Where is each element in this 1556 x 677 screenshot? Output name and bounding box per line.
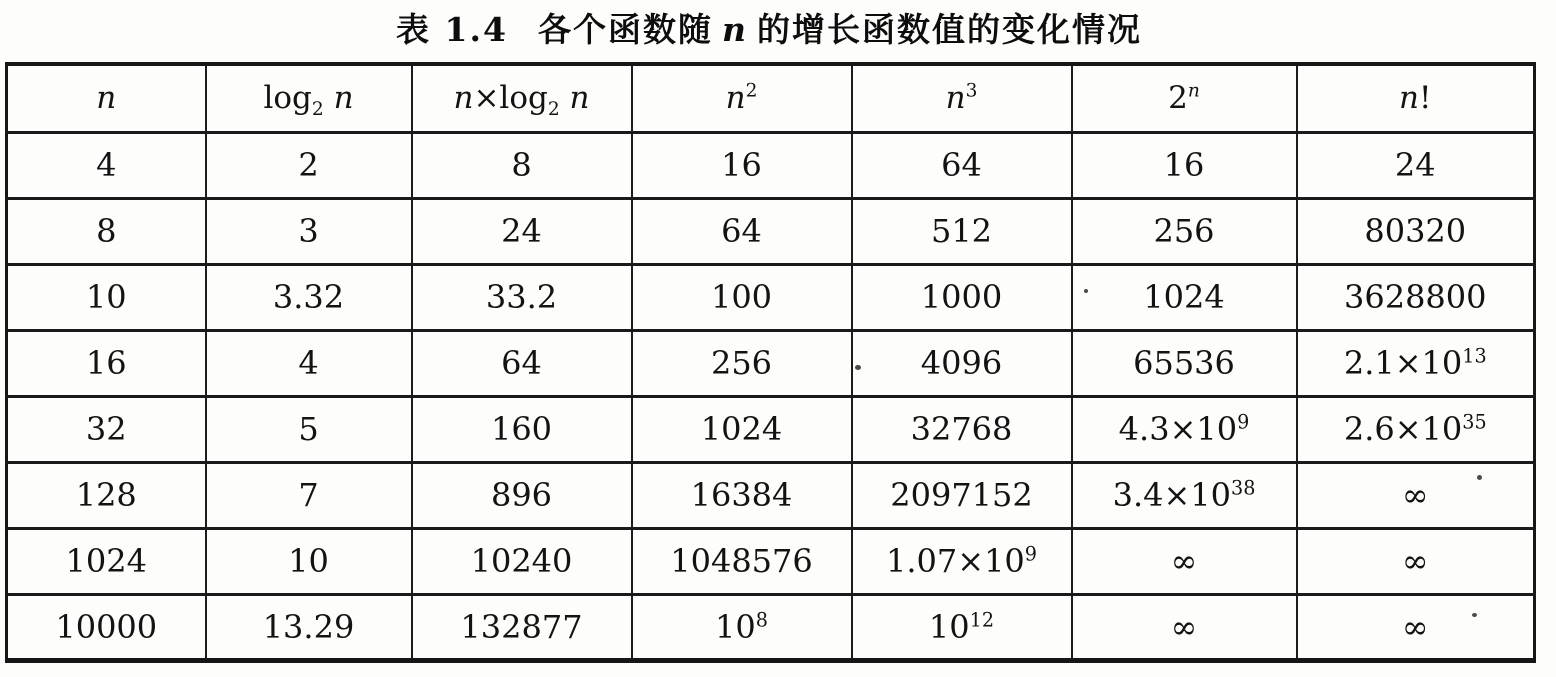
table-row bbox=[7, 264, 1535, 330]
cell: 10 bbox=[7, 264, 206, 330]
cell: 32 bbox=[7, 396, 206, 462]
cell: 80320 bbox=[1297, 198, 1535, 264]
cell: 3 bbox=[206, 198, 412, 264]
column-header-6: n! bbox=[1297, 64, 1535, 132]
cell: 65536 bbox=[1072, 330, 1297, 396]
cell: 16 bbox=[7, 330, 206, 396]
cell: 2 bbox=[206, 132, 412, 198]
scan-artifact-dot bbox=[1084, 289, 1088, 293]
scan-artifact-dot bbox=[1477, 475, 1482, 480]
cell: 256 bbox=[1072, 198, 1297, 264]
cell: 128 bbox=[7, 462, 206, 528]
cell: 1024 bbox=[7, 528, 206, 594]
column-header-1: $\log_2 n$ bbox=[206, 64, 412, 132]
cell: 10240 bbox=[412, 528, 632, 594]
cell: 7 bbox=[206, 462, 412, 528]
column-header-4: $n^3$ bbox=[852, 64, 1072, 132]
cell: 64 bbox=[412, 330, 632, 396]
table-row bbox=[7, 198, 1535, 264]
header-row bbox=[7, 64, 1535, 132]
scan-artifact-dot bbox=[1472, 613, 1477, 617]
cell: 32768 bbox=[852, 396, 1072, 462]
cell: 5 bbox=[206, 396, 412, 462]
caption-text-pre: 各个函数随 bbox=[537, 11, 713, 48]
column-header-0: n bbox=[7, 64, 206, 132]
cell: ∞ bbox=[1297, 528, 1535, 594]
cell: 2097152 bbox=[852, 462, 1072, 528]
cell: 24 bbox=[1297, 132, 1535, 198]
cell: $4.3\times 10^9$ bbox=[1072, 396, 1297, 462]
cell: 13.29 bbox=[206, 594, 412, 660]
cell: 3628800 bbox=[1297, 264, 1535, 330]
cell: 160 bbox=[412, 396, 632, 462]
cell: $3.4\times 10^{38}$ bbox=[1072, 462, 1297, 528]
table-row bbox=[7, 528, 1535, 594]
cell: 896 bbox=[412, 462, 632, 528]
cell: 16 bbox=[632, 132, 852, 198]
caption-text-post: 的增长函数值的变化情况 bbox=[756, 11, 1142, 48]
cell: 3.32 bbox=[206, 264, 412, 330]
cell: ∞ bbox=[1297, 594, 1535, 660]
cell: $10^8$ bbox=[632, 594, 852, 660]
cell: 100 bbox=[632, 264, 852, 330]
table-row bbox=[7, 396, 1535, 462]
cell: 8 bbox=[7, 198, 206, 264]
function-growth-table bbox=[5, 62, 1536, 663]
cell: 33.2 bbox=[412, 264, 632, 330]
cell: 10 bbox=[206, 528, 412, 594]
cell: ∞ bbox=[1072, 594, 1297, 660]
cell: ∞ bbox=[1072, 528, 1297, 594]
cell: 1000 bbox=[852, 264, 1072, 330]
cell: 10000 bbox=[7, 594, 206, 660]
cell: 16384 bbox=[632, 462, 852, 528]
cell: 1024 bbox=[1072, 264, 1297, 330]
cell: ∞ bbox=[1297, 462, 1535, 528]
cell: 4 bbox=[7, 132, 206, 198]
table-row bbox=[7, 330, 1535, 396]
cell: 64 bbox=[632, 198, 852, 264]
cell: $10^{12}$ bbox=[852, 594, 1072, 660]
cell: 132877 bbox=[412, 594, 632, 660]
table-row bbox=[7, 594, 1535, 660]
scan-artifact-dot bbox=[855, 365, 861, 370]
column-header-5: 2$^n$ bbox=[1072, 64, 1297, 132]
cell: 8 bbox=[412, 132, 632, 198]
cell: 1024 bbox=[632, 396, 852, 462]
cell: 1048576 bbox=[632, 528, 852, 594]
cell: $2.6\times 10^{35}$ bbox=[1297, 396, 1535, 462]
cell: 256 bbox=[632, 330, 852, 396]
cell: $1.07\times 10^9$ bbox=[852, 528, 1072, 594]
cell: $2.1\times 10^{13}$ bbox=[1297, 330, 1535, 396]
caption-table-number: 表 1.4 bbox=[396, 10, 508, 49]
table-row bbox=[7, 132, 1535, 198]
column-header-2: $n\times\log_2$ n bbox=[412, 64, 632, 132]
column-header-3: $n^2$ bbox=[632, 64, 852, 132]
cell: 24 bbox=[412, 198, 632, 264]
cell: 512 bbox=[852, 198, 1072, 264]
cell: 4096 bbox=[852, 330, 1072, 396]
cell: 4 bbox=[206, 330, 412, 396]
cell: 64 bbox=[852, 132, 1072, 198]
table-body bbox=[7, 132, 1535, 660]
table-caption bbox=[5, 4, 1533, 56]
table-row bbox=[7, 462, 1535, 528]
caption-var-n: n bbox=[721, 10, 748, 49]
cell: 16 bbox=[1072, 132, 1297, 198]
